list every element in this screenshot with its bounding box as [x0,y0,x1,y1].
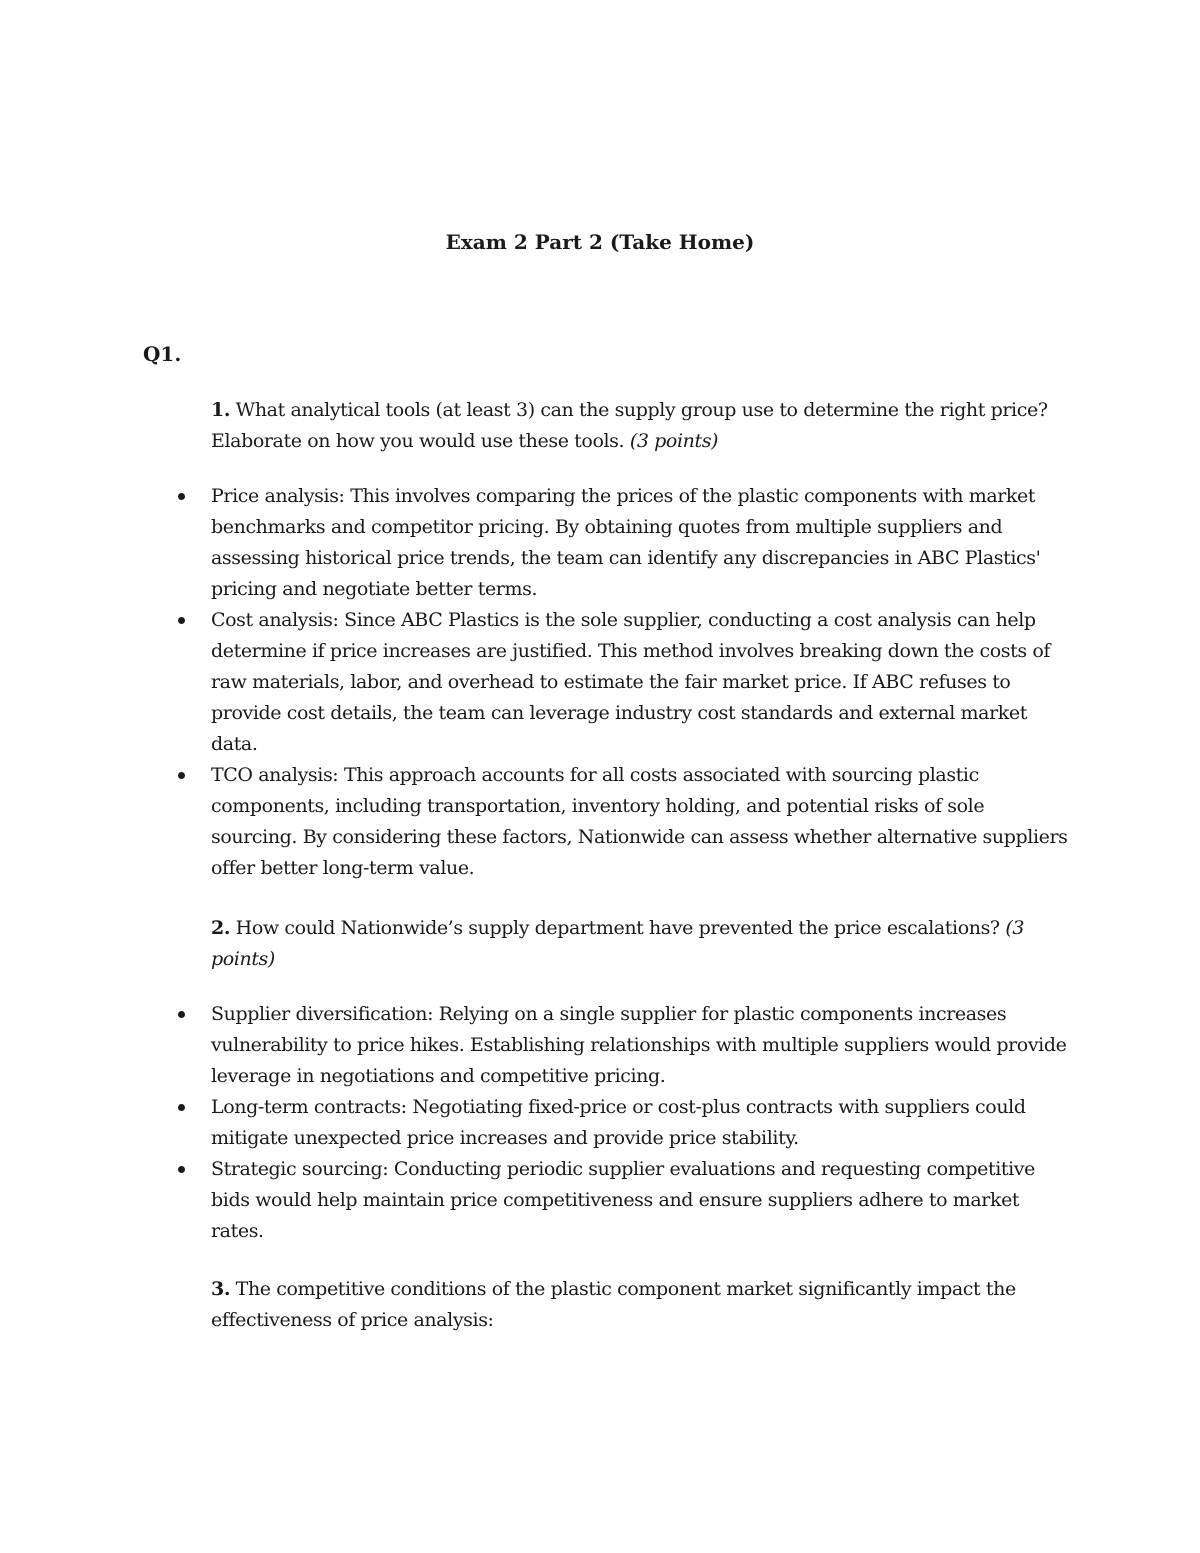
question-3 [211,1274,1071,1336]
bullet-icon [178,1104,185,1111]
bullet-icon [178,1011,185,1018]
bullet-icon [178,617,185,624]
list-item [211,605,1071,760]
bullet-icon [178,772,185,779]
answer-text: TCO analysis: This approach accounts for all costs associated with sourcing plastic components, including transportation, inventory holding, and potential risks of sole sourcing. By considering these factors, Nationwide can assess whether alternative suppliers offer better long-term value. [211,764,1068,879]
section-label-q1: Q1. [143,342,182,366]
answer-list-1 [211,481,1071,884]
question-text: The competitive conditions of the plastic component market significantly impact the effectiveness of price analysis: [211,1278,1016,1331]
answer-text: Cost analysis: Since ABC Plastics is the sole supplier, conducting a cost analysis can help determine if price increases are justified. This method involves breaking down the costs of raw materials, labor, and overhead to estimate the fair market price. If ABC refuses to provide cost details, the team can leverage industry cost standards and external market data. [211,609,1051,755]
document-title: Exam 2 Part 2 (Take Home) [445,230,755,254]
question-number: 3. [211,1278,231,1300]
question-points: (3 points) [211,917,1025,970]
question-text: How could Nationwide’s supply department have prevented the price escalations? [230,917,1006,939]
list-item [211,1154,1071,1247]
list-item [211,1092,1071,1154]
answer-text: Price analysis: This involves comparing the prices of the plastic components with market benchmarks and competitor pricing. By obtaining quotes from multiple suppliers and assessing historical price trends, the team can identify any discrepancies in ABC Plastics' pricing and negotiate better terms. [211,485,1041,600]
list-item [211,999,1071,1092]
answer-text: Supplier diversification: Relying on a single supplier for plastic components increases vulnerability to price hikes. Establishing relationships with multiple suppliers would provide leverage in negotiations and competitive pricing. [211,1003,1067,1087]
question-1 [211,395,1071,457]
list-item [211,481,1071,605]
answer-list-2 [211,999,1071,1247]
bullet-icon [178,1166,185,1173]
question-points: (3 points) [629,430,719,452]
question-text: What analytical tools (at least 3) can the supply group use to determine the right price? Elaborate on how you would use these tools. [211,399,1048,452]
list-item [211,760,1071,884]
question-2 [211,913,1071,975]
question-number: 1. [211,399,231,421]
bullet-icon [178,493,185,500]
question-number: 2. [211,917,231,939]
answer-text: Long-term contracts: Negotiating fixed-price or cost-plus contracts with suppliers could mitigate unexpected price increases and provide price stability. [211,1096,1026,1149]
answer-text: Strategic sourcing: Conducting periodic supplier evaluations and requesting competitive bids would help maintain price competitiveness and ensure suppliers adhere to market rates. [211,1158,1035,1242]
